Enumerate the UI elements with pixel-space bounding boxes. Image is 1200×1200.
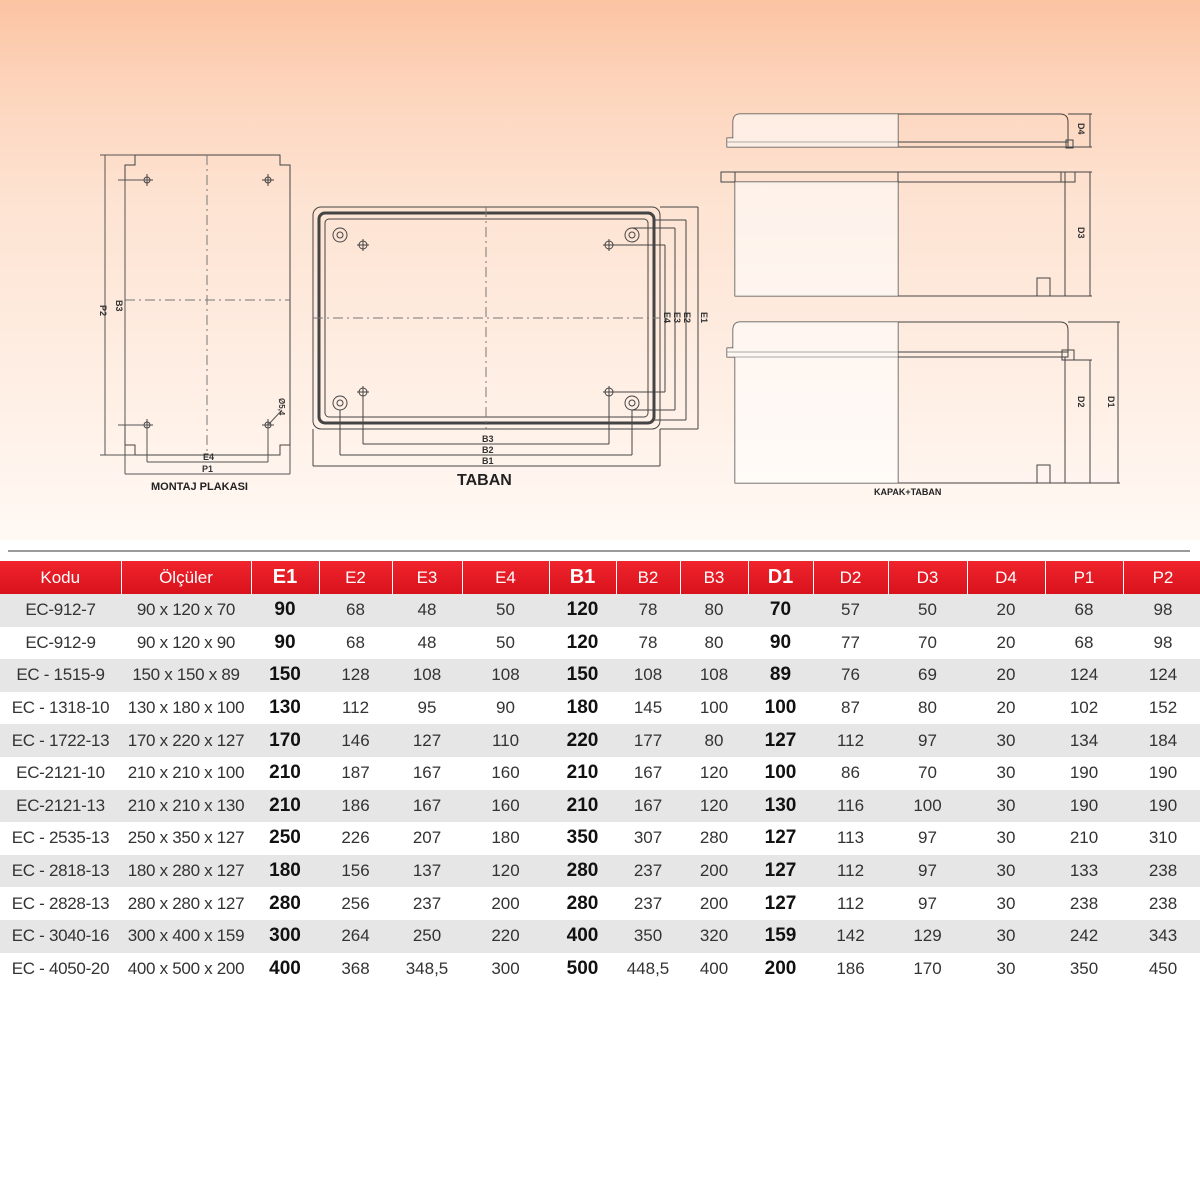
table-cell-e1: 250 [251, 822, 319, 855]
table-cell-e1: 130 [251, 692, 319, 725]
section-divider [8, 550, 1190, 552]
table-cell--l-ler: 150 x 150 x 89 [121, 659, 251, 692]
base-drawing [313, 207, 698, 466]
table-cell-d1: 127 [748, 724, 813, 757]
table-cell-b1: 120 [549, 594, 616, 627]
table-cell-b2: 350 [616, 920, 680, 953]
table-cell-e2: 146 [319, 724, 392, 757]
table-cell-p2: 238 [1123, 887, 1200, 920]
table-cell-p2: 310 [1123, 822, 1200, 855]
column-header--l-ler: Ölçüler [121, 561, 251, 594]
plate-dim-p1: P1 [202, 464, 214, 474]
table-cell-d1: 200 [748, 953, 813, 986]
base-dim-e2: E2 [682, 312, 692, 324]
table-cell-e4: 120 [462, 855, 549, 888]
table-cell-d1: 159 [748, 920, 813, 953]
table-cell-e4: 160 [462, 757, 549, 790]
table-cell-e1: 180 [251, 855, 319, 888]
table-cell-e4: 160 [462, 790, 549, 823]
table-row [0, 822, 1200, 855]
table-cell-d2: 77 [813, 627, 888, 660]
cover-base-drawing [727, 322, 1120, 483]
table-cell-p2: 152 [1123, 692, 1200, 725]
table-cell-e3: 48 [392, 627, 462, 660]
base-title: TABAN [457, 472, 512, 489]
table-cell-b1: 400 [549, 920, 616, 953]
lid-dim-d4: D4 [1076, 123, 1086, 135]
table-cell-p2: 450 [1123, 953, 1200, 986]
table-cell-d4: 20 [967, 692, 1045, 725]
table-cell-p1: 210 [1045, 822, 1123, 855]
table-cell-p1: 102 [1045, 692, 1123, 725]
table-cell-b1: 150 [549, 659, 616, 692]
table-cell-d3: 97 [888, 822, 967, 855]
table-cell-b2: 78 [616, 594, 680, 627]
column-header-p1: P1 [1045, 561, 1123, 594]
table-cell-p2: 98 [1123, 594, 1200, 627]
table-cell-b1: 120 [549, 627, 616, 660]
table-cell-d1: 127 [748, 855, 813, 888]
table-cell-d4: 30 [967, 757, 1045, 790]
table-cell-b3: 120 [680, 790, 748, 823]
assembly-dim-d1: D1 [1106, 396, 1116, 408]
table-cell-p1: 242 [1045, 920, 1123, 953]
table-cell-d2: 112 [813, 855, 888, 888]
table-cell-b2: 237 [616, 855, 680, 888]
table-row [0, 953, 1200, 986]
table-cell--l-ler: 130 x 180 x 100 [121, 692, 251, 725]
table-cell-p1: 134 [1045, 724, 1123, 757]
table-cell-e3: 237 [392, 887, 462, 920]
table-cell-b2: 237 [616, 887, 680, 920]
table-cell-b3: 80 [680, 724, 748, 757]
table-cell-p1: 68 [1045, 594, 1123, 627]
column-header-e2: E2 [319, 561, 392, 594]
table-cell-e2: 256 [319, 887, 392, 920]
column-header-e4: E4 [462, 561, 549, 594]
table-cell-d4: 30 [967, 724, 1045, 757]
plate-dim-p2: P2 [98, 305, 108, 317]
table-header-row [0, 561, 1200, 594]
column-header-d3: D3 [888, 561, 967, 594]
mounting-plate-drawing [100, 155, 290, 474]
table-cell-d3: 97 [888, 724, 967, 757]
table-cell--l-ler: 250 x 350 x 127 [121, 822, 251, 855]
table-cell-p1: 238 [1045, 887, 1123, 920]
dimensions-table [0, 561, 1200, 985]
table-cell-e3: 137 [392, 855, 462, 888]
table-cell-d3: 70 [888, 627, 967, 660]
table-cell-p2: 190 [1123, 757, 1200, 790]
table-cell-b2: 167 [616, 790, 680, 823]
table-cell-d4: 20 [967, 659, 1045, 692]
table-cell-kodu: EC - 2828-13 [0, 887, 121, 920]
table-cell-d3: 69 [888, 659, 967, 692]
table-cell-d4: 30 [967, 953, 1045, 986]
table-cell-d3: 170 [888, 953, 967, 986]
table-cell-d2: 116 [813, 790, 888, 823]
table-cell--l-ler: 280 x 280 x 127 [121, 887, 251, 920]
table-row [0, 594, 1200, 627]
table-cell-kodu: EC - 2535-13 [0, 822, 121, 855]
table-cell-b3: 200 [680, 887, 748, 920]
table-cell-b1: 500 [549, 953, 616, 986]
table-cell-d4: 30 [967, 920, 1045, 953]
table-cell-e2: 264 [319, 920, 392, 953]
column-header-d4: D4 [967, 561, 1045, 594]
table-cell-kodu: EC - 1722-13 [0, 724, 121, 757]
table-cell-e4: 50 [462, 627, 549, 660]
table-cell-e3: 167 [392, 790, 462, 823]
table-cell-kodu: EC-912-7 [0, 594, 121, 627]
table-cell-e2: 186 [319, 790, 392, 823]
table-cell-e2: 226 [319, 822, 392, 855]
table-cell-e2: 68 [319, 594, 392, 627]
table-cell-e2: 156 [319, 855, 392, 888]
table-row [0, 627, 1200, 660]
table-cell-kodu: EC-2121-13 [0, 790, 121, 823]
column-header-p2: P2 [1123, 561, 1200, 594]
table-cell-kodu: EC - 2818-13 [0, 855, 121, 888]
table-cell-e3: 207 [392, 822, 462, 855]
table-cell-kodu: EC - 1318-10 [0, 692, 121, 725]
table-cell-kodu: EC - 1515-9 [0, 659, 121, 692]
table-cell-d2: 57 [813, 594, 888, 627]
table-cell-d2: 142 [813, 920, 888, 953]
table-cell--l-ler: 210 x 210 x 100 [121, 757, 251, 790]
table-cell-b2: 448,5 [616, 953, 680, 986]
column-header-kodu: Kodu [0, 561, 121, 594]
table-cell-e2: 128 [319, 659, 392, 692]
technical-drawings [0, 0, 1200, 540]
table-cell-b3: 280 [680, 822, 748, 855]
table-cell-b3: 108 [680, 659, 748, 692]
table-cell-e3: 127 [392, 724, 462, 757]
table-cell-d4: 30 [967, 790, 1045, 823]
table-cell-d4: 30 [967, 887, 1045, 920]
column-header-d2: D2 [813, 561, 888, 594]
column-header-e1: E1 [251, 561, 319, 594]
table-cell-b1: 180 [549, 692, 616, 725]
table-cell-e3: 348,5 [392, 953, 462, 986]
table-cell-b3: 80 [680, 594, 748, 627]
table-cell-d2: 86 [813, 757, 888, 790]
table-cell-e3: 95 [392, 692, 462, 725]
table-cell-e1: 300 [251, 920, 319, 953]
table-cell-d3: 97 [888, 887, 967, 920]
table-cell-p2: 190 [1123, 790, 1200, 823]
base-side-drawing [721, 172, 1092, 296]
table-cell-e1: 210 [251, 757, 319, 790]
table-cell-p2: 238 [1123, 855, 1200, 888]
table-cell-e3: 250 [392, 920, 462, 953]
table-cell-e2: 187 [319, 757, 392, 790]
table-row [0, 887, 1200, 920]
table-cell-e1: 150 [251, 659, 319, 692]
table-cell-p2: 184 [1123, 724, 1200, 757]
table-cell-d1: 130 [748, 790, 813, 823]
mounting-plate-title: MONTAJ PLAKASI [151, 481, 248, 493]
table-row [0, 855, 1200, 888]
table-cell-p2: 98 [1123, 627, 1200, 660]
table-row [0, 659, 1200, 692]
table-cell-b1: 280 [549, 887, 616, 920]
table-cell-d3: 80 [888, 692, 967, 725]
table-cell-b1: 210 [549, 757, 616, 790]
table-cell-kodu: EC-2121-10 [0, 757, 121, 790]
table-cell-b3: 400 [680, 953, 748, 986]
base-dim-b3: B3 [482, 434, 494, 444]
table-cell-b1: 220 [549, 724, 616, 757]
table-cell-d1: 127 [748, 887, 813, 920]
table-row [0, 920, 1200, 953]
table-cell-e1: 90 [251, 594, 319, 627]
table-cell-e2: 112 [319, 692, 392, 725]
table-cell-kodu: EC-912-9 [0, 627, 121, 660]
table-cell-b3: 80 [680, 627, 748, 660]
table-cell-b3: 200 [680, 855, 748, 888]
table-cell-p1: 190 [1045, 757, 1123, 790]
table-cell-d2: 87 [813, 692, 888, 725]
table-cell-e1: 170 [251, 724, 319, 757]
table-cell-b2: 108 [616, 659, 680, 692]
table-cell-d1: 89 [748, 659, 813, 692]
table-cell--l-ler: 210 x 210 x 130 [121, 790, 251, 823]
table-cell-p1: 350 [1045, 953, 1123, 986]
table-row [0, 692, 1200, 725]
table-cell-b2: 145 [616, 692, 680, 725]
table-cell-e2: 68 [319, 627, 392, 660]
table-cell-kodu: EC - 3040-16 [0, 920, 121, 953]
table-cell-b2: 307 [616, 822, 680, 855]
table-cell-d1: 127 [748, 822, 813, 855]
table-cell--l-ler: 400 x 500 x 200 [121, 953, 251, 986]
table-row [0, 790, 1200, 823]
table-cell-d2: 76 [813, 659, 888, 692]
table-cell-d3: 129 [888, 920, 967, 953]
table-cell-b2: 167 [616, 757, 680, 790]
column-header-b1: B1 [549, 561, 616, 594]
table-cell-d1: 100 [748, 757, 813, 790]
table-cell-b3: 100 [680, 692, 748, 725]
table-cell-p2: 124 [1123, 659, 1200, 692]
table-cell-d3: 97 [888, 855, 967, 888]
plate-dim-hole: Ø5,4 [277, 398, 286, 416]
table-cell-d4: 30 [967, 855, 1045, 888]
table-cell-p1: 68 [1045, 627, 1123, 660]
table-cell-p1: 124 [1045, 659, 1123, 692]
table-cell-b1: 210 [549, 790, 616, 823]
base-dim-b2: B2 [482, 445, 494, 455]
column-header-d1: D1 [748, 561, 813, 594]
table-cell-e4: 50 [462, 594, 549, 627]
table-cell-e1: 400 [251, 953, 319, 986]
base-dim-e4: E4 [662, 312, 672, 324]
table-cell-e1: 90 [251, 627, 319, 660]
table-cell-d2: 112 [813, 887, 888, 920]
table-cell-e1: 210 [251, 790, 319, 823]
table-cell-e4: 108 [462, 659, 549, 692]
column-header-b2: B2 [616, 561, 680, 594]
table-cell-d3: 50 [888, 594, 967, 627]
table-cell-p2: 343 [1123, 920, 1200, 953]
table-cell-b1: 350 [549, 822, 616, 855]
table-row [0, 724, 1200, 757]
table-cell-e4: 90 [462, 692, 549, 725]
table-cell-d3: 70 [888, 757, 967, 790]
table-cell-d2: 186 [813, 953, 888, 986]
table-cell-e4: 180 [462, 822, 549, 855]
cover-base-title: KAPAK+TABAN [874, 487, 942, 497]
table-cell--l-ler: 300 x 400 x 159 [121, 920, 251, 953]
table-cell-b2: 78 [616, 627, 680, 660]
base-dim-b1: B1 [482, 456, 494, 466]
column-header-b3: B3 [680, 561, 748, 594]
table-cell-d2: 113 [813, 822, 888, 855]
table-cell--l-ler: 90 x 120 x 70 [121, 594, 251, 627]
plate-dim-b3: B3 [114, 300, 124, 312]
table-cell-e3: 108 [392, 659, 462, 692]
base-dim-e1: E1 [699, 312, 709, 324]
table-cell-e4: 300 [462, 953, 549, 986]
lid-drawing [727, 114, 1092, 148]
table-cell-d1: 100 [748, 692, 813, 725]
table-cell-b2: 177 [616, 724, 680, 757]
assembly-dim-d2: D2 [1076, 396, 1086, 408]
table-cell-d4: 30 [967, 822, 1045, 855]
table-cell-b3: 120 [680, 757, 748, 790]
table-cell-b3: 320 [680, 920, 748, 953]
table-cell-d4: 20 [967, 627, 1045, 660]
table-cell-p1: 190 [1045, 790, 1123, 823]
table-cell-d3: 100 [888, 790, 967, 823]
table-cell-e2: 368 [319, 953, 392, 986]
table-cell-e3: 167 [392, 757, 462, 790]
table-cell-kodu: EC - 4050-20 [0, 953, 121, 986]
table-cell-e3: 48 [392, 594, 462, 627]
table-cell-d1: 70 [748, 594, 813, 627]
table-cell--l-ler: 170 x 220 x 127 [121, 724, 251, 757]
table-cell-e4: 220 [462, 920, 549, 953]
table-cell--l-ler: 180 x 280 x 127 [121, 855, 251, 888]
table-cell-d1: 90 [748, 627, 813, 660]
table-cell-d2: 112 [813, 724, 888, 757]
table-cell-d4: 20 [967, 594, 1045, 627]
table-cell-b1: 280 [549, 855, 616, 888]
table-row [0, 757, 1200, 790]
base-dim-e3: E3 [672, 312, 682, 324]
table-cell-e4: 200 [462, 887, 549, 920]
table-cell-e4: 110 [462, 724, 549, 757]
column-header-e3: E3 [392, 561, 462, 594]
plate-dim-e4: E4 [203, 452, 215, 462]
side-dim-d3: D3 [1076, 227, 1086, 239]
table-cell-p1: 133 [1045, 855, 1123, 888]
table-cell--l-ler: 90 x 120 x 90 [121, 627, 251, 660]
table-cell-e1: 280 [251, 887, 319, 920]
